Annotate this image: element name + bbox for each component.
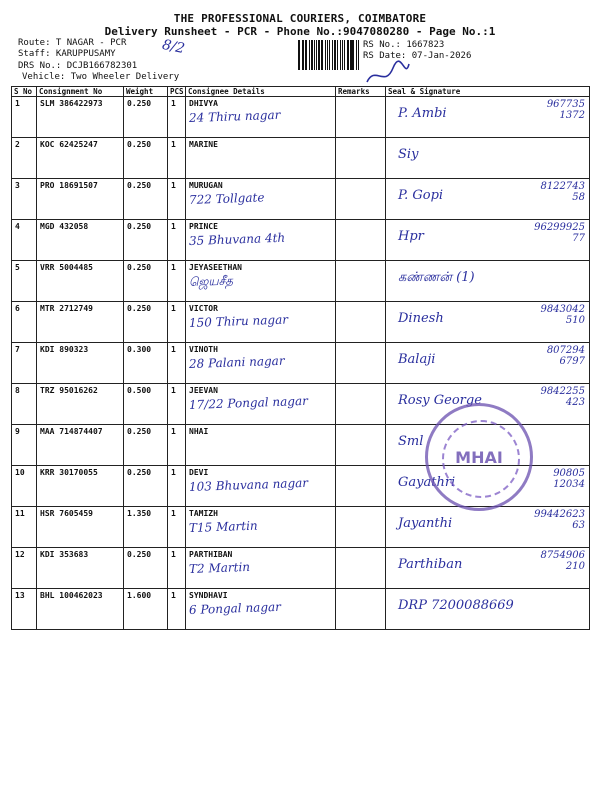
serial-number-cell: 13 [12,589,37,630]
seal-signature-cell [386,343,590,384]
pieces-cell: 1 [168,302,186,343]
handwritten-signature: Dinesh [398,311,444,326]
col-header-weight: Weight [124,87,168,97]
serial-number-cell: 6 [12,302,37,343]
barcode-image [298,40,360,70]
barcode-bar [305,40,307,70]
rs-date: RS Date: 07-Jan-2026 [363,51,472,61]
pieces-cell: 1 [168,220,186,261]
consignee-name: PARTHIBAN [189,550,233,559]
route-line: Route: T NAGAR - PCR [18,38,127,48]
barcode-bar [316,40,317,70]
handwritten-signature: P. Gopi [398,188,444,203]
barcode-bar [337,40,338,70]
handwritten-signature: Rosy George [398,393,482,408]
consignee-cell [186,425,336,466]
col-header-pcs: PCS [168,87,186,97]
table-header-row [12,87,590,97]
pieces-cell: 1 [168,261,186,302]
consignee-cell [186,138,336,179]
seal-signature-cell [386,97,590,138]
consignment-number-cell: BHL 100462023 [37,589,124,630]
pieces-cell: 1 [168,179,186,220]
consignee-name: JEEVAN [189,386,218,395]
table-row [12,589,590,630]
handwritten-address: 6 Pongal nagar [188,599,282,617]
consignee-cell [186,261,336,302]
stamp-text: MHAI [455,448,503,467]
consignee-cell [186,589,336,630]
col-header-remarks: Remarks [336,87,386,97]
serial-number-cell: 4 [12,220,37,261]
handwritten-phone: 96299925 77 [534,222,585,244]
remarks-cell [336,302,386,343]
consignee-name: VINOTH [189,345,218,354]
consignment-number-cell: MAA 714874407 [37,425,124,466]
serial-number-cell: 2 [12,138,37,179]
consignee-name: SYNDHAVI [189,591,228,600]
handwritten-address: 722 Tollgate [188,190,265,207]
handwritten-date: 8/2 [160,36,187,58]
serial-number-cell: 9 [12,425,37,466]
pieces-cell: 1 [168,97,186,138]
serial-number-cell: 7 [12,343,37,384]
handwritten-signature: Gayathri [398,475,456,490]
weight-cell: 1.350 [124,507,168,548]
consignment-number-cell: SLM 386422973 [37,97,124,138]
col-header-seal-signature: Seal & Signature [386,87,590,97]
consignee-name: PRINCE [189,222,218,231]
barcode-bar [347,40,349,70]
handwritten-phone: 99442623 63 [534,509,585,531]
serial-number-cell: 8 [12,384,37,425]
pieces-cell: 1 [168,343,186,384]
serial-number-cell: 11 [12,507,37,548]
consignee-cell [186,343,336,384]
staff-line: Staff: KARUPPUSAMY [18,49,116,59]
consignment-number-cell: HSR 7605459 [37,507,124,548]
remarks-cell [336,343,386,384]
remarks-cell [336,384,386,425]
remarks-cell [336,220,386,261]
handwritten-signature: Parthiban [398,557,463,572]
consignee-name: TAMIZH [189,509,218,518]
handwritten-signature: கண்ணன் (1) [398,270,475,285]
barcode-bar [340,40,342,70]
serial-number-cell: 5 [12,261,37,302]
handwritten-address: 28 Palani nagar [188,353,285,371]
col-header-consignee: Consignee Details [186,87,336,97]
runsheet-table [11,86,590,630]
pieces-cell: 1 [168,548,186,589]
barcode-bar [303,40,304,70]
barcode-bar [329,40,331,70]
weight-cell: 0.250 [124,179,168,220]
barcode-bar [318,40,320,70]
consignee-cell [186,384,336,425]
barcode-bar [350,40,351,70]
consignee-cell [186,220,336,261]
seal-signature-cell [386,261,590,302]
weight-cell: 0.250 [124,138,168,179]
handwritten-address: 150 Thiru nagar [188,312,289,330]
remarks-cell [336,589,386,630]
remarks-cell [336,466,386,507]
weight-cell: 0.500 [124,384,168,425]
barcode-bar [325,40,326,70]
weight-cell: 0.250 [124,425,168,466]
barcode-bar [311,40,313,70]
remarks-cell [336,261,386,302]
consignee-cell [186,302,336,343]
weight-cell: 0.250 [124,220,168,261]
consignment-number-cell: KOC 62425247 [37,138,124,179]
handwritten-signature: Sml [398,434,424,449]
handwritten-phone: 807294 6797 [546,345,585,367]
weight-cell: 0.250 [124,466,168,507]
consignee-name: NHAI [189,427,209,436]
handwritten-phone: 8122743 58 [540,181,585,203]
remarks-cell [336,507,386,548]
barcode-bar [309,40,310,70]
vehicle-line: Vehicle: Two Wheeler Delivery [22,72,180,82]
pieces-cell: 1 [168,589,186,630]
company-title: THE PROFESSIONAL COURIERS, COIMBATORE [173,12,427,25]
courier-seal-stamp [425,403,533,511]
weight-cell: 0.300 [124,343,168,384]
consignee-name: DEVI [189,468,209,477]
weight-cell: 0.250 [124,261,168,302]
barcode-bar [302,40,303,70]
table-row [12,302,590,343]
col-header-sno: S No [12,87,37,97]
handwritten-signature: P. Ambi [398,106,447,121]
consignee-name: DHIVYA [189,99,218,108]
table-row [12,138,590,179]
consignee-cell [186,179,336,220]
weight-cell: 0.250 [124,97,168,138]
remarks-cell [336,179,386,220]
consignee-cell [186,507,336,548]
drs-line: DRS No.: DCJB166782301 [18,61,138,71]
serial-number-cell: 12 [12,548,37,589]
handwritten-address: 17/22 Pongal nagar [188,393,309,412]
weight-cell: 1.600 [124,589,168,630]
weight-cell: 0.250 [124,302,168,343]
table-row [12,179,590,220]
table-row [12,97,590,138]
table-row [12,548,590,589]
weight-cell: 0.250 [124,548,168,589]
barcode-bar [298,40,300,70]
consignee-name: MURUGAN [189,181,223,190]
consignee-name: VICTOR [189,304,218,313]
handwritten-phone: 90805 12034 [553,468,585,490]
serial-number-cell: 3 [12,179,37,220]
table-row [12,261,590,302]
col-header-consignment: Consignment No [37,87,124,97]
handwritten-phone: 8754906 210 [540,550,585,572]
remarks-cell [336,138,386,179]
handwritten-signature: DRP 7200088669 [398,598,514,613]
barcode-bar [314,40,315,70]
barcode-bar [356,40,358,70]
barcode-bar [321,40,323,70]
consignee-cell [186,97,336,138]
barcode-bar [358,40,359,70]
pieces-cell: 1 [168,466,186,507]
seal-signature-cell [386,589,590,630]
consignment-number-cell: VRR 5004485 [37,261,124,302]
table-row [12,507,590,548]
consignment-number-cell: KRR 30170055 [37,466,124,507]
barcode-bar [342,40,343,70]
handwritten-signature: Hpr [398,229,424,244]
serial-number-cell: 10 [12,466,37,507]
remarks-cell [336,97,386,138]
handwritten-phone: 9843042 510 [540,304,585,326]
consignee-cell [186,548,336,589]
handwritten-signature: Jayanthi [398,516,453,531]
handwritten-phone: 9842255 423 [540,386,585,408]
barcode-bar [327,40,328,70]
handwritten-address: 103 Bhuvana nagar [188,475,309,494]
seal-signature-cell [386,138,590,179]
pieces-cell: 1 [168,138,186,179]
seal-signature-cell [386,302,590,343]
remarks-cell [336,425,386,466]
runsheet-subtitle: Delivery Runsheet - PCR - Phone No.:9047080280 - Page No.:1 [104,25,496,38]
barcode-bar [351,40,353,70]
serial-number-cell: 1 [12,97,37,138]
handwritten-address: T15 Martin [188,518,258,535]
seal-signature-cell [386,548,590,589]
pieces-cell: 1 [168,384,186,425]
handwritten-address: T2 Martin [188,559,251,576]
seal-signature-cell [386,507,590,548]
rs-number: RS No.: 1667823 [363,40,445,50]
consignment-number-cell: MGD 432058 [37,220,124,261]
pieces-cell: 1 [168,425,186,466]
consignee-cell [186,466,336,507]
barcode-bar [332,40,333,70]
handwritten-signature: Siy [398,147,419,162]
handwritten-signature: Balaji [398,352,436,367]
handwritten-phone: 967735 1372 [546,99,585,121]
consignment-number-cell: PRO 18691507 [37,179,124,220]
table-row [12,220,590,261]
consignment-number-cell: KDI 353683 [37,548,124,589]
table-row [12,343,590,384]
consignment-number-cell: KDI 890323 [37,343,124,384]
seal-signature-cell [386,220,590,261]
barcode-bar [334,40,336,70]
consignment-number-cell: TRZ 95016262 [37,384,124,425]
pieces-cell: 1 [168,507,186,548]
handwritten-address: 35 Bhuvana 4th [188,230,286,248]
consignee-name: JEYASEETHAN [189,263,242,272]
consignee-name: MARINE [189,140,218,149]
consignment-number-cell: MTR 2712749 [37,302,124,343]
handwritten-address: ஜெயசீத [188,273,234,289]
remarks-cell [336,548,386,589]
handwritten-address: 24 Thiru nagar [188,107,281,125]
barcode-bar [344,40,345,70]
seal-signature-cell [386,179,590,220]
